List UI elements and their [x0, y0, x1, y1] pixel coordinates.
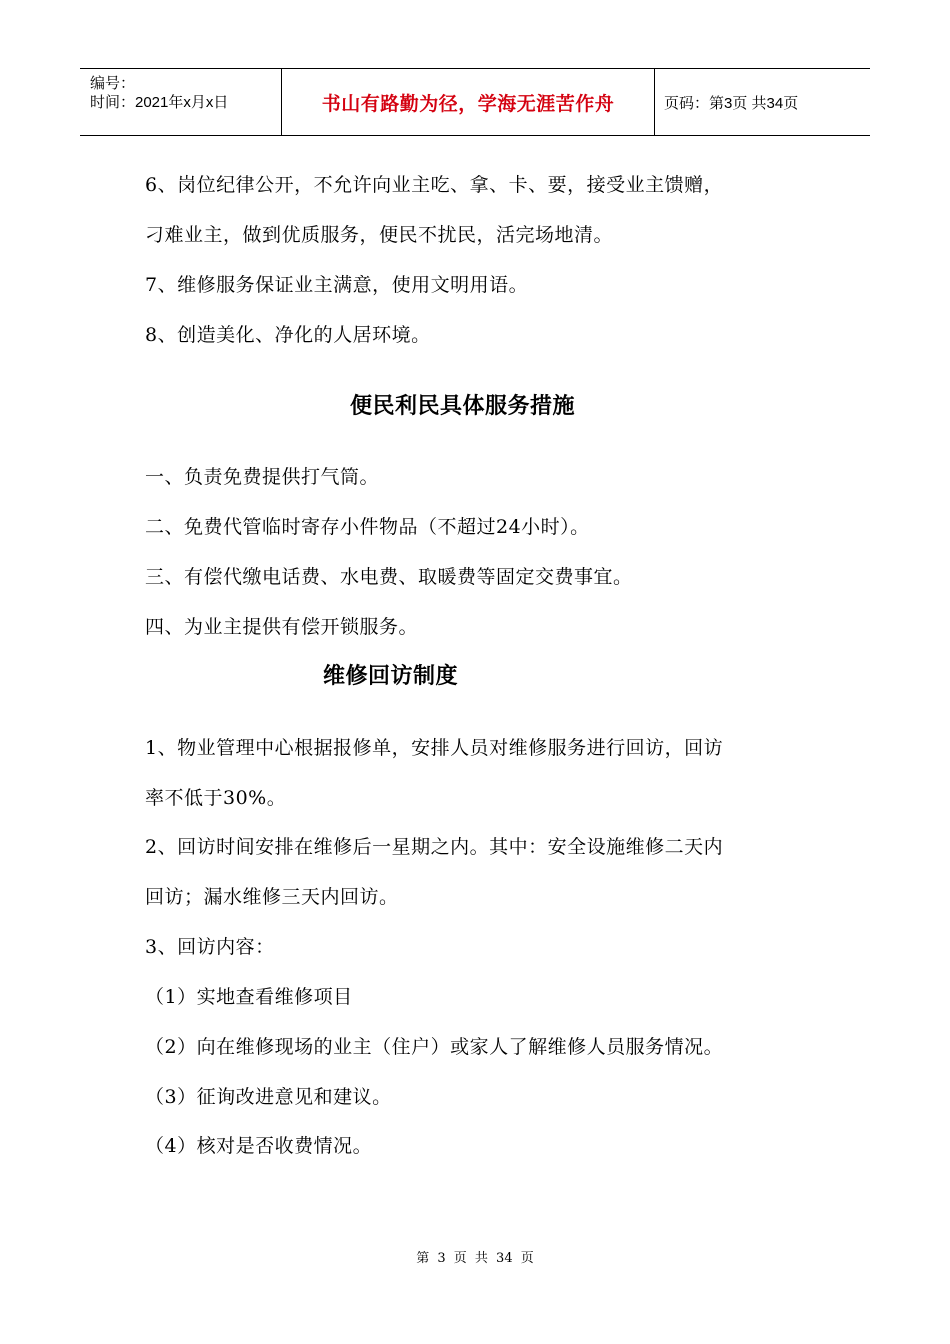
paragraph-line: 8、创造美化、净化的人居环境。: [145, 324, 431, 346]
paragraph-line: 1、物业管理中心根据报修单，安排人员对维修服务进行回访，回访: [145, 737, 724, 759]
list-item: （4）核对是否收费情况。: [145, 1135, 373, 1157]
page-footer: 第 3 页 共 34 页: [416, 1251, 534, 1266]
date-label: 时间：2021年x月x日: [90, 94, 229, 111]
paragraph-line: 3、回访内容：: [145, 936, 275, 958]
paragraph-line: 二、免费代管临时寄存小件物品（不超过24小时）。: [145, 516, 590, 538]
paragraph-line: 一、负责免费提供打气筒。: [145, 466, 380, 488]
header-right-cell: [655, 69, 870, 135]
header-table: [80, 68, 870, 136]
paragraph-line: 率不低于30%。: [145, 787, 287, 809]
serial-label: 编号：: [90, 75, 136, 92]
list-item: （2）向在维修现场的业主（住户）或家人了解维修人员服务情况。: [145, 1036, 724, 1058]
paragraph-line: 四、为业主提供有偿开锁服务。: [145, 616, 419, 638]
header-middle-cell: [282, 69, 655, 135]
section-heading: 维修回访制度: [323, 664, 459, 689]
list-item: （3）征询改进意见和建议。: [145, 1086, 392, 1108]
header-motto: 书山有路勤为径，学海无涯苦作舟: [321, 92, 615, 115]
list-item: （1）实地查看维修项目: [145, 986, 353, 1008]
paragraph-line: 刁难业主，做到优质服务，便民不扰民，活完场地清。: [145, 224, 614, 246]
paragraph-line: 回访；漏水维修三天内回访。: [145, 886, 399, 908]
page-info: 页码：第3页 共34页: [664, 94, 799, 112]
paragraph-line: 三、有偿代缴电话费、水电费、取暖费等固定交费事宜。: [145, 566, 633, 588]
section-heading: 便民利民具体服务措施: [350, 394, 576, 419]
paragraph-line: 2、回访时间安排在维修后一星期之内。其中：安全设施维修二天内: [145, 836, 724, 858]
paragraph-line: 6、岗位纪律公开，不允许向业主吃、拿、卡、要，接受业主馈赠，: [145, 174, 724, 196]
paragraph-line: 7、维修服务保证业主满意，使用文明用语。: [145, 274, 529, 296]
header-left-cell: [80, 69, 282, 135]
